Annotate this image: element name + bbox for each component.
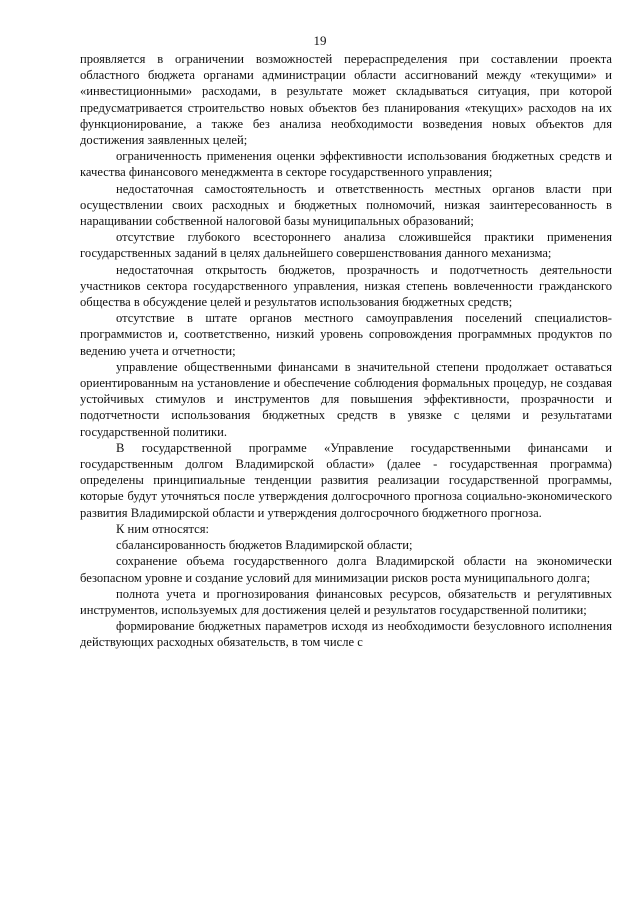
list-item-evaluation-efficiency: ограниченность применения оценки эффективности использования бюджетных средств и качества финансового менеджмента в секторе государственного управления; [80,149,612,180]
page-number: 19 [313,33,327,48]
list-item-accounting-forecasting: полнота учета и прогнозирования финансовых ресурсов, обязательств и регулятивных инструментов, используемых для достижения целей и результатов государственной политики; [80,586,612,617]
paragraph-continuation: проявляется в ограничении возможностей перераспределения при составлении проекта областного бюджета органами администрации области ассигнований между «текущими» и «инвестиционными» расходами, в результате может складываться ситуация, при которой предусматривается строительство новых объектов без планирования «текущих» расходов на их функционирование, а также без анализа необходимости возведения новых объектов для достижения заявленных целей; [80,52,612,148]
paragraph-state-program: В государственной программе «Управление государственными финансами и государственным долгом Владимирской области» (далее - государственная программа) определены принципиальные тенденции развития реализации государственной программы, которые будут уточняться после утверждения долгосрочного прогноза социально-экономического развития Владимирской области и утверждения долгосрочного бюджетного прогноза. [80,440,612,520]
document-body [80,51,612,651]
paragraph-they-include: К ним относятся: [116,521,210,536]
list-item-budget-balance: сбалансированность бюджетов Владимирской области; [116,538,413,553]
list-item-local-autonomy: недостаточная самостоятельность и ответственность местных органов власти при осуществлении своих расходных и бюджетных полномочий, низкая заинтересованность в наращивании собственной налоговой базы муниципальных образований; [80,181,612,229]
list-item-programmers-shortage: отсутствие в штате органов местного самоуправления поселений специалистов-программистов и, соответственно, низкий уровень сопровождения программных продуктов по ведению учета и отчетности; [80,311,612,358]
list-item-state-tasks-analysis: отсутствие глубокого всестороннего анализа сложившейся практики применения государственных заданий в целях дальнейшего совершенствования данного механизма; [80,230,612,261]
list-item-budget-transparency: недостаточная открытость бюджетов, прозрачность и подотчетность деятельности участников сектора государственного управления, низкая степень вовлеченности гражданского общества в обсуждение целей и результатов использования бюджетных средств; [80,262,612,310]
list-item-public-finance-management: управление общественными финансами в значительной степени продолжает оставаться ориентированным на установление и обеспечение соблюдения формальных процедур, не создавая устойчивых стимулов и инструментов для повышения эффективности, прозрачности и подотчетности использования бюджетных средств в увязке с целями и результатами государственной политики. [80,359,612,439]
list-item-state-debt: сохранение объема государственного долга Владимирской области на экономически безопасном уровне и создание условий для минимизации рисков роста муниципального долга; [80,554,612,585]
list-item-budget-parameters: формирование бюджетных параметров исходя из необходимости безусловного исполнения действующих расходных обязательств, в том числе с [80,619,612,650]
